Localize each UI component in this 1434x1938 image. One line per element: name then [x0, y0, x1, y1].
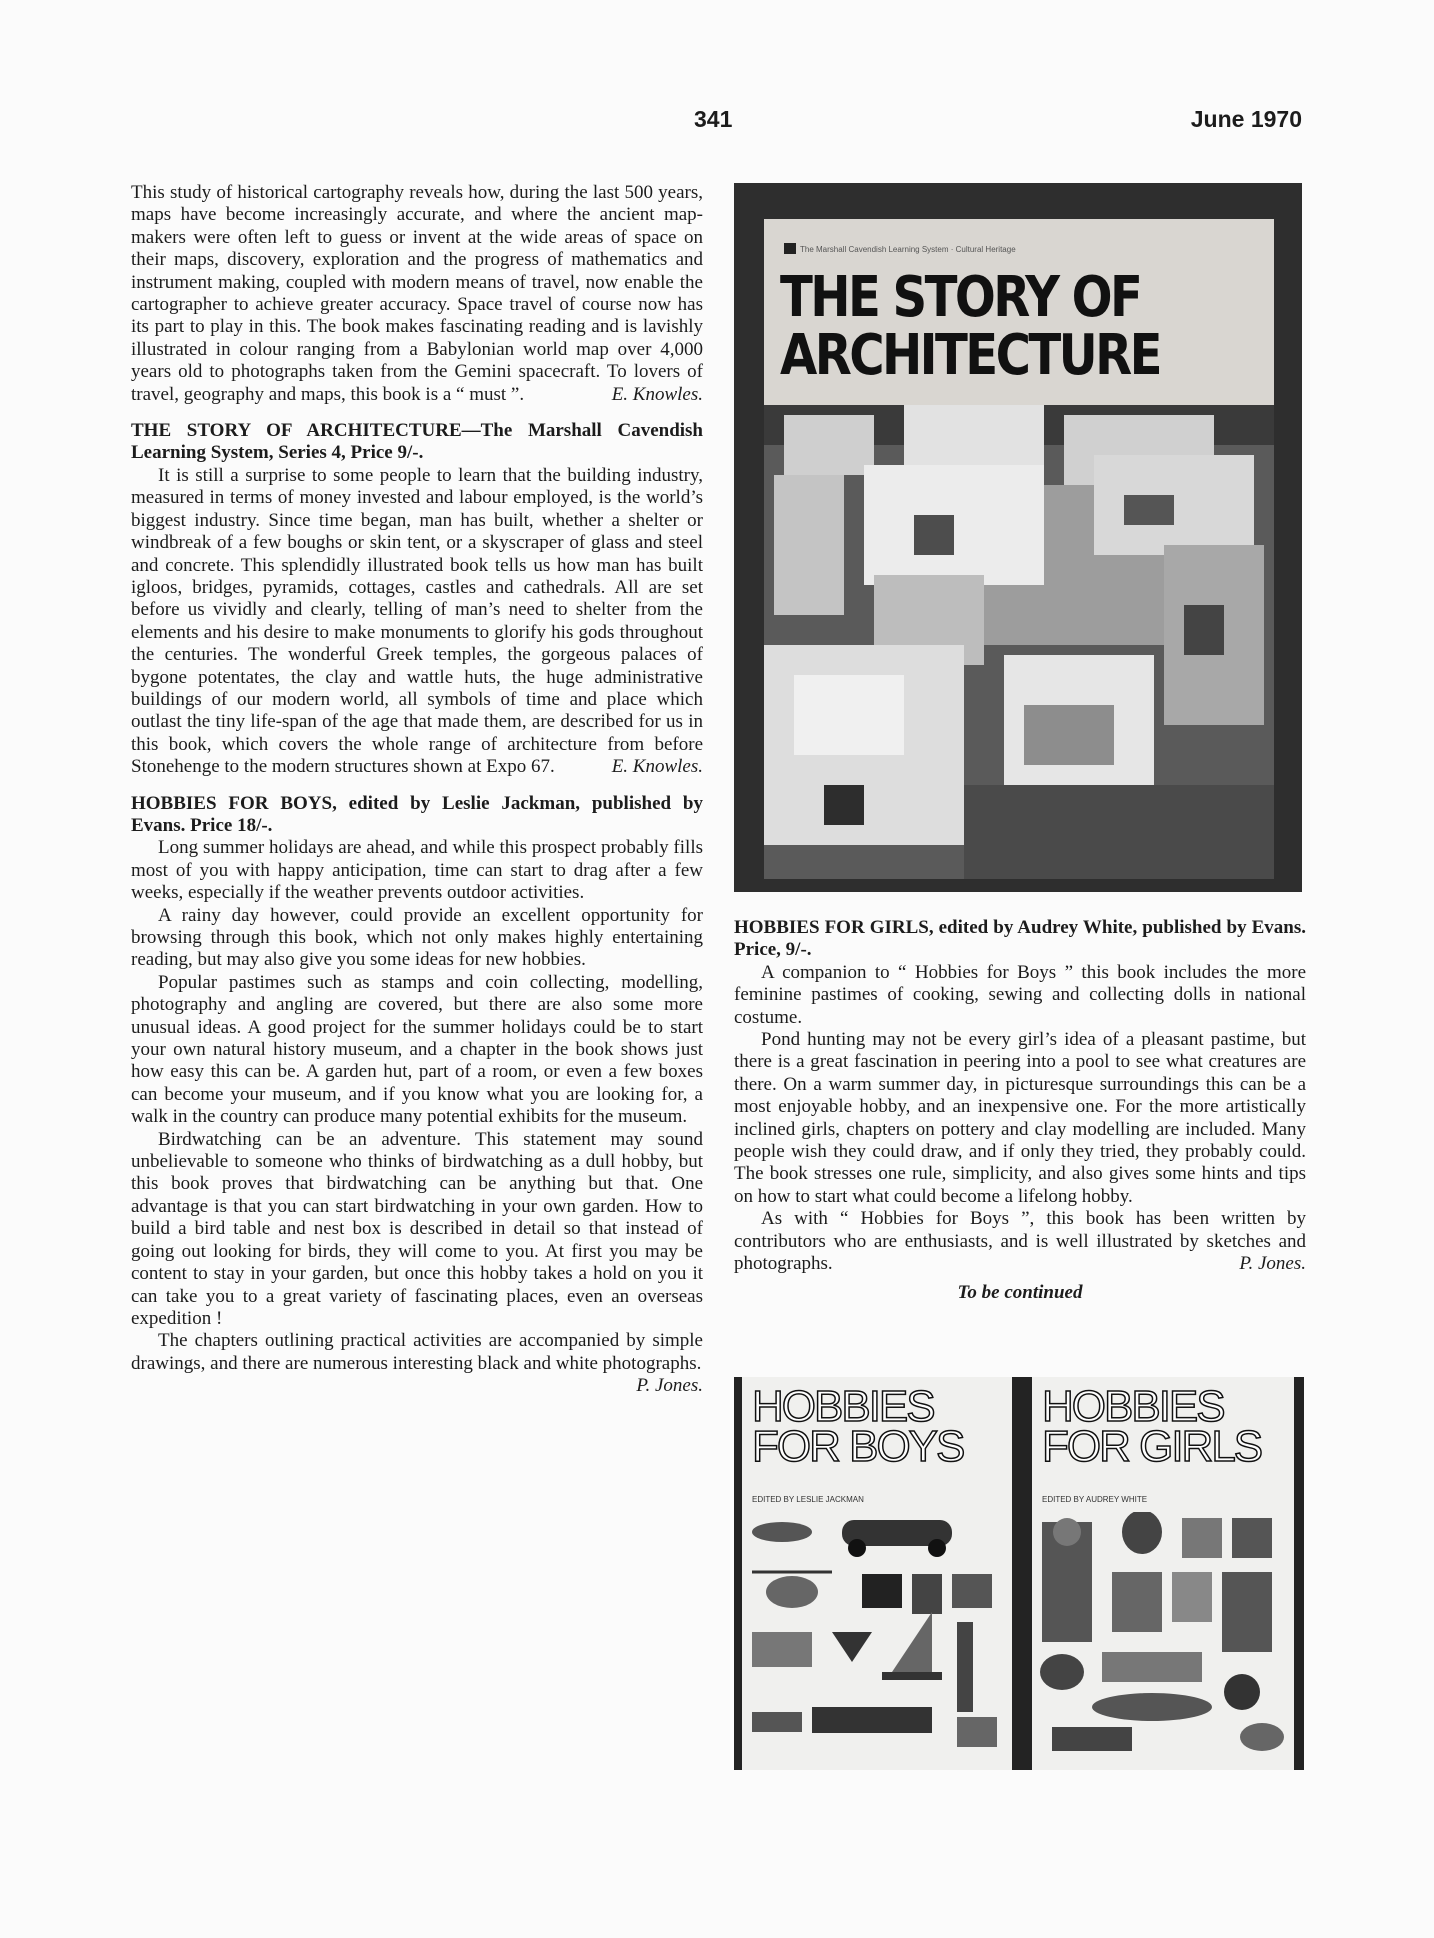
girls-paragraph: A companion to “ Hobbies for Boys ” this book includes the more feminine pastimes of cooking, sewing and collecting dolls in national costume. [734, 961, 1306, 1028]
boys-paragraph: A rainy day however, could provide an excellent opportunity for browsing through this book, which not only makes highly entertaining reading, but may also give you some ideas for new hobbies. [131, 904, 703, 971]
architecture-book-cover [734, 183, 1302, 892]
girls-title-line1: HOBBIES [1042, 1382, 1224, 1431]
to-be-continued: To be continued [957, 1281, 1083, 1303]
hobbies-for-boys-cover [742, 1377, 1012, 1770]
cover-title: THE STORY OF ARCHITECTURE [780, 265, 1160, 388]
boys-cover-illustrations [742, 1512, 1012, 1767]
boys-title-line2: FOR BOYS [752, 1422, 964, 1471]
signature: P. Jones. [636, 1375, 703, 1397]
right-column [734, 917, 1306, 1304]
hobbies-for-girls-cover [1032, 1377, 1294, 1770]
issue-date: June 1970 [1190, 106, 1302, 132]
boys-paragraph: The chapters outlining practical activities are accompanied by simple drawings, and there are numerous interesting black and white photographs. P. Jones. [131, 1330, 703, 1397]
boys-review-heading: HOBBIES FOR BOYS, edited by Leslie Jackman, published by Evans. Price 18/-. [131, 792, 703, 836]
signature: E. Knowles. [611, 383, 703, 405]
hobbies-books-photo [734, 1377, 1304, 1770]
boys-paragraph: Popular pastimes such as stamps and coin collecting, modelling, photography and angling are covered, but there are also some more unusual ideas. A good project for the summer holidays could be to start your own natural history museum, and a chapter in the book shows just how easy this can be. A garden hut, part of a room, or even a few boxes can become your museum, and if you know what you are looking for, a walk in the country can produce many potential exhibits for the museum. [131, 971, 703, 1128]
series-badge [784, 243, 796, 254]
girls-paragraph: Pond hunting may not be every girl’s idea of a pleasant pastime, but there is a great fascination in peering into a pool to see what creatures are there. On a warm summer day, in picturesque surroundings this can be a most enjoyable hobby, and an inexpensive one. For the more artistically inclined girls, chapters on pottery and clay modelling are included. Many people wish they could draw, and if only they tried, they probably could. The book stresses one rule, simplicity, and also gives some hints and tips on how to start what could become a lifelong hobby. [734, 1029, 1306, 1207]
girls-title-line2: FOR GIRLS [1042, 1422, 1262, 1471]
signature: P. Jones. [1239, 1253, 1306, 1275]
girls-cover-illustrations [1032, 1512, 1294, 1767]
series-line: The Marshall Cavendish Learning System · Cultural Heritage [800, 245, 1016, 254]
girls-paragraph: As with “ Hobbies for Boys ”, this book has been written by contributors who are enthusiasts, and is well illustrated by sketches and photographs. P. Jones. [734, 1208, 1306, 1275]
boys-title-line1: HOBBIES [752, 1382, 934, 1431]
boys-paragraph: Long summer holidays are ahead, and while this prospect probably fills most of you with happy anticipation, time can start to drag after a few weeks, especially if the weather prevents outdoor activities. [131, 837, 703, 904]
boys-paragraph: Birdwatching can be an adventure. This statement may sound unbelievable to someone who thinks of birdwatching as a dull hobby, but this book proves that birdwatching can be anything but that. One advantage is that you can start birdwatching in your own garden. How to build a bird table and nest box is described in detail so that instead of going out looking for birds, they will come to you. At first you may be content to stay in your garden, but once this hobby takes a hold on you it can take you to a great variety of fascinating places, even an overseas expedition ! [131, 1128, 703, 1329]
cartography-review: This study of historical cartography reveals how, during the last 500 years, maps have become increasingly accurate, and where the ancient map-makers were often left to guess or invent at the wide areas of space on their maps, discovery, exploration and the progress of mathematics and instrument making, coupled with modern means of travel, now enable the cartographer to achieve greater accuracy. Space travel of course now has its part to play in this. The book makes fascinating reading and is lavishly illustrated in colour ranging from a Babylonian world map over 4,000 years old to photographs taken from the Gemini spacecraft. To lovers of travel, geography and maps, this book is a “ must ”. E. Knowles. [131, 182, 703, 405]
girls-review-heading: HOBBIES FOR GIRLS, edited by Audrey White, published by Evans. Price, 9/-. [734, 917, 1306, 961]
architecture-review-heading: THE STORY OF ARCHITECTURE—The Marshall Cavendish Learning System, Series 4, Price 9/-. [131, 420, 703, 464]
architecture-review-body: It is still a surprise to some people to learn that the building industry, measured in terms of money invested and labour employed, is the world’s biggest industry. Since time began, man has built, whether a shelter or windbreak of a few boughs or skin tent, or a skyscraper of glass and steel and concrete. This splendidly illustrated book tells us how man has built igloos, bridges, pyramids, cottages, castles and cathedrals. All are set before us vividly and clearly, telling of man’s need to shelter from the elements and his desire to make monuments to glorify his gods throughout the centuries. The wonderful Greek temples, the gorgeous palaces of bygone potentates, the clay and wattle huts, the huge administrative buildings of our modern world, all symbols of time and place which outlast the tiny life-span of the age that made them, are described for us in this book, which covers the whole range of architecture from before Stonehenge to the modern structures shown at Expo 67. E. Knowles. [131, 464, 703, 778]
boys-editor: EDITED BY LESLIE JACKMAN [752, 1495, 864, 1504]
page-number: 341 [694, 106, 733, 132]
page-header [0, 106, 1434, 136]
signature: E. Knowles. [611, 756, 703, 778]
left-column [131, 182, 703, 1398]
girls-editor: EDITED BY AUDREY WHITE [1042, 1495, 1148, 1504]
habitat-building-photo [764, 405, 1274, 879]
